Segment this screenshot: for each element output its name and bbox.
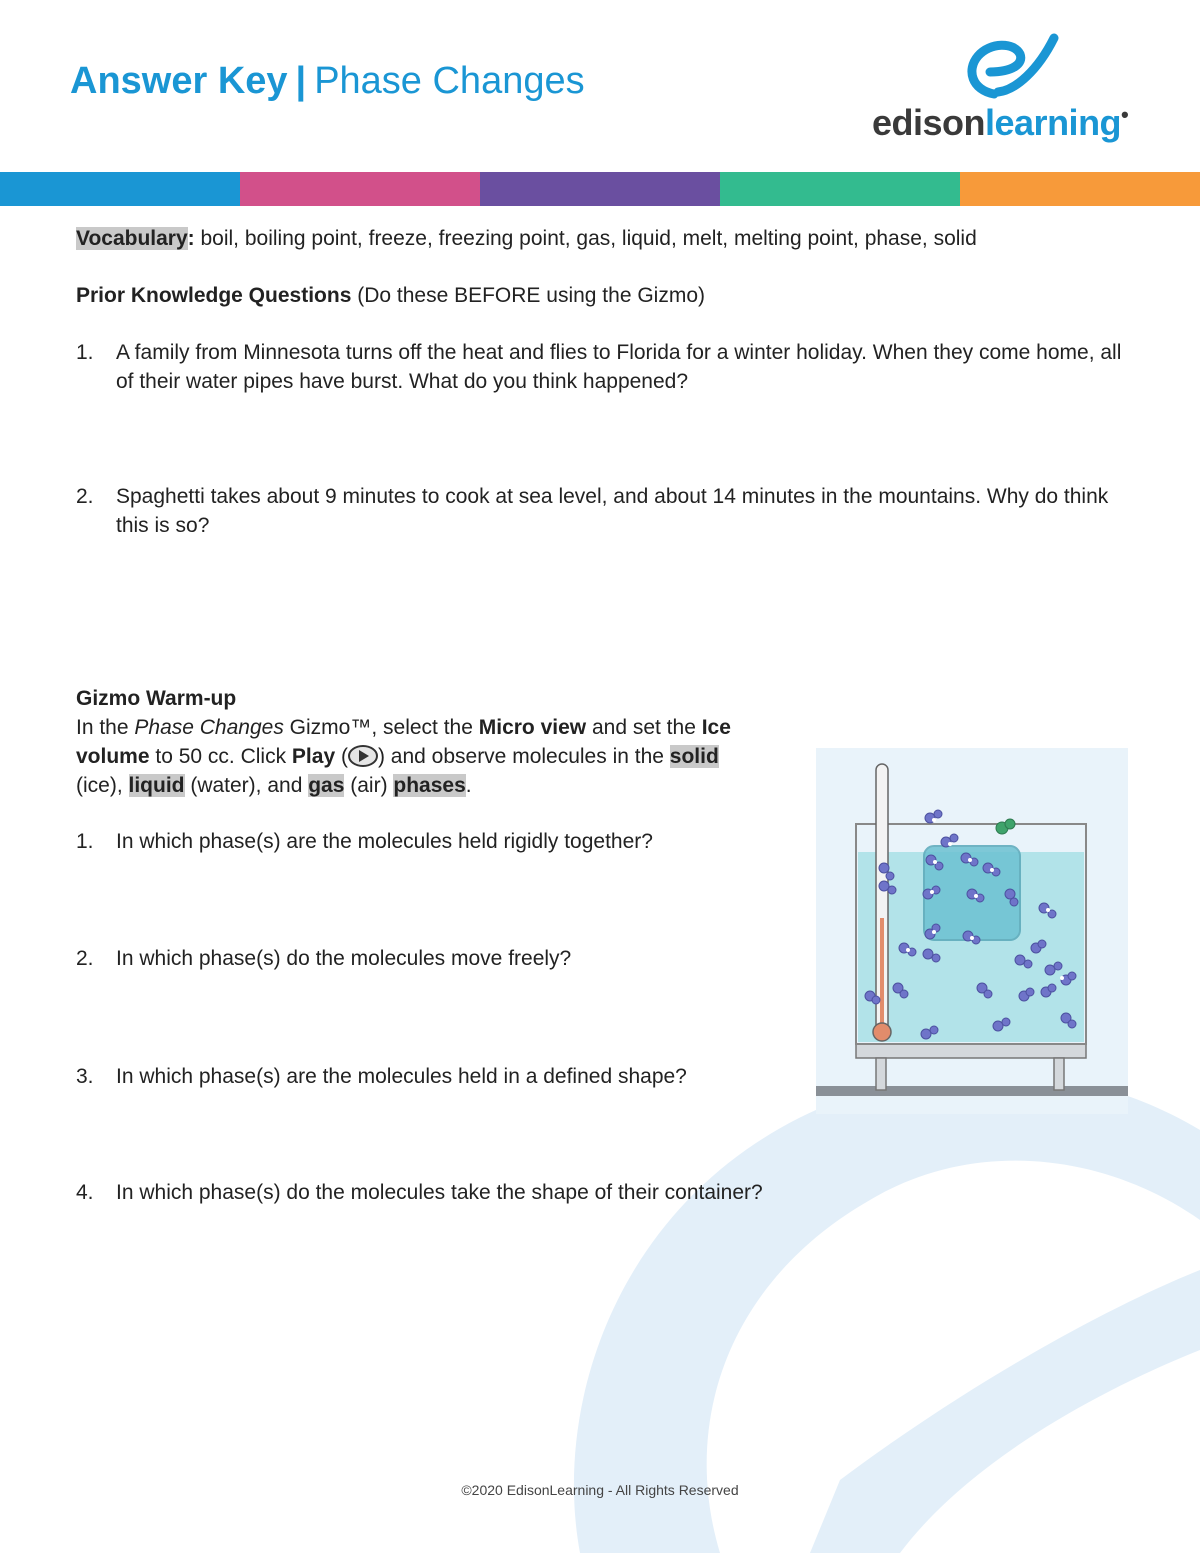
prior-knowledge-heading [76,281,1136,310]
warmup-title: Gizmo Warm-up [76,687,237,710]
warmup-question-3: 3. In which phase(s) are the molecules held in a defined shape? [76,1065,687,1088]
edisonlearning-logo [872,32,1142,142]
color-bar-blue [0,172,240,206]
prior-question-1: 1. A family from Minnesota turns off the heat and flies to Florida for a winter holiday. When they come home, all of their water pipes have burst. What do you think happened? [76,341,1122,393]
warmup-question-4: 4. In which phase(s) do the molecules take the shape of their container? [76,1181,763,1204]
title-separator: | [295,60,307,102]
color-bar-orange [960,172,1200,206]
footer-copyright: ©2020 EdisonLearning - All Rights Reserved [461,1482,739,1498]
title-topic: Phase Changes [314,60,585,102]
warmup-question-1: 1. In which phase(s) are the molecules held rigidly together? [76,830,653,853]
vocabulary-label: Vocabulary [76,227,188,250]
prior-question-2: 2. Spaghetti takes about 9 minutes to cook at sea level, and about 14 minutes in the mountains. Why do think this is so? [76,485,1109,537]
vocabulary-terms: boil, boiling point, freeze, freezing point, gas, liquid, melt, melting point, phase, solid [194,227,977,250]
swoosh-e-logo-icon [964,32,1064,102]
color-bar-green [720,172,960,206]
color-bar-pink [240,172,480,206]
play-icon [348,745,378,767]
warmup-question-2: 2. In which phase(s) do the molecules move freely? [76,947,572,970]
prior-knowledge-title: Prior Knowledge Questions [76,284,352,307]
logo-wordmark: edisonlearning• [872,102,1129,143]
gizmo-micro-view-illustration [816,748,1128,1114]
page-title [70,62,585,100]
vocabulary: Vocabulary: boil, boiling point, freeze, freezing point, gas, liquid, melt, melting point, phase, solid [76,227,977,250]
title-answer-key: Answer Key [70,60,288,102]
prior-knowledge-subtitle: (Do these BEFORE using the Gizmo) [351,284,706,307]
header-color-bar [0,172,1200,206]
warmup-intro: In the Phase Changes Gizmo™, select the Micro view and set the Ice volume to 50 cc. Click Play ( ) and observe molecules in the solid (ice), liquid (water), and gas (air) phases. [76,716,731,797]
color-bar-purple [480,172,720,206]
